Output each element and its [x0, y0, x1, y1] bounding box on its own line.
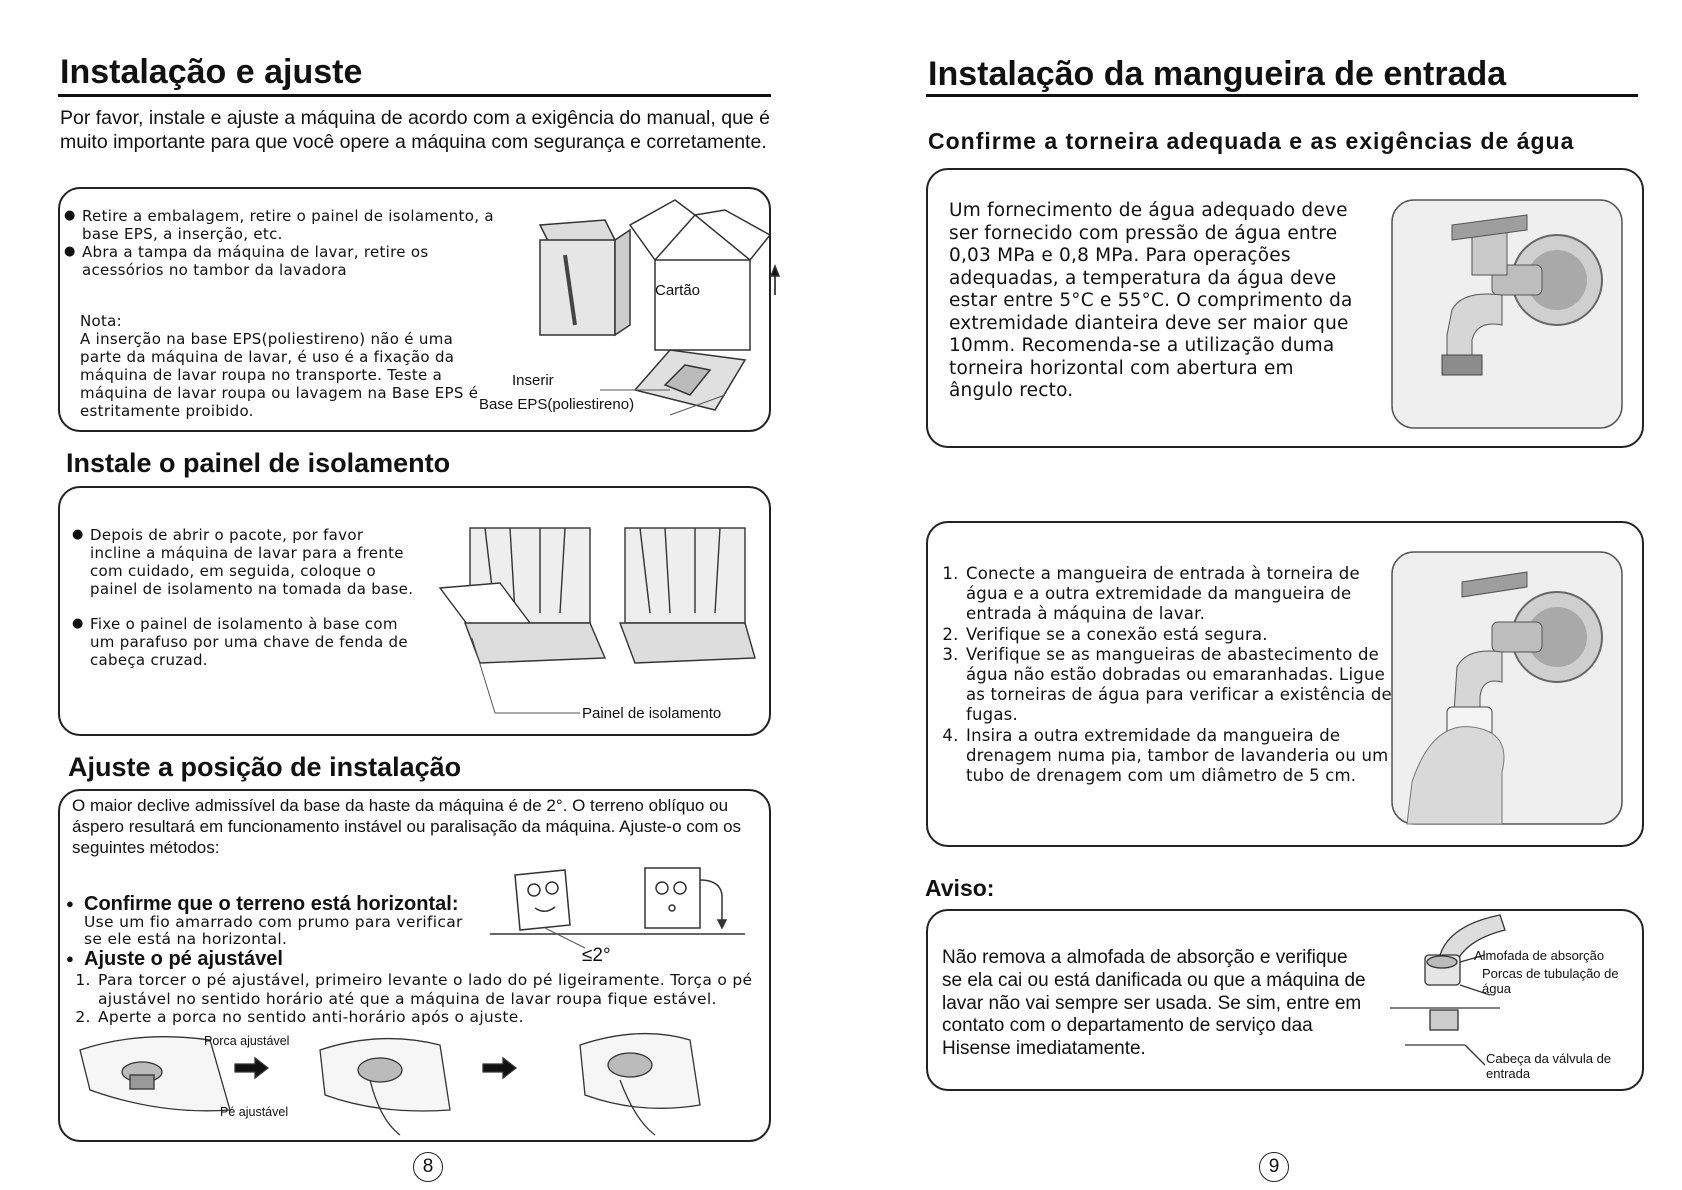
angle-label: ≤2°: [582, 945, 611, 966]
adjust-title: ● Ajuste o pé ajustável: [66, 948, 486, 970]
confirm-title: ● Confirme que o terreno está horizontal:: [66, 894, 486, 914]
unpack-bullet: ● Retire a embalagem, retire o painel de isolamento, a base EPS, a inserção, etc.: [64, 207, 494, 243]
foot-adjust-illustration: [80, 1020, 720, 1140]
warning-text: Não remova a almofada de absorção e verifique se ela cai ou está danificada ou que a máquina de lavar não vai sempre ser usada. Se sim, entre em contato com o departamento de serviço daa Hisense imediatamente.: [942, 947, 1366, 1060]
adjust-steps: [74, 971, 756, 1027]
pad-label: Almofada de absorção: [1474, 948, 1605, 963]
note-title: Nota:: [80, 312, 123, 330]
connection-step: 4. Insira a outra extremidade da mangueira de drenagem numa pia, tambor de lavanderia ou um tubo de drenagem com um diâmetro de 5 cm.: [964, 726, 1404, 787]
insulation-panel-label: Painel de isolamento: [582, 705, 722, 722]
page-title-left: Instalação e ajuste: [60, 53, 363, 91]
carton-label: Cartão: [655, 282, 701, 299]
connection-step: 3. Verifique se as mangueiras de abastecimento de água não estão dobradas ou emaranhadas. Ligue as torneiras de água para verificar a existência de fugas.: [964, 645, 1404, 726]
adjust-step: 1. Para torcer o pé ajustável, primeiro levante o lado do pé ligeiramente. Torça o pé ajustável no sentido horário até que a máquina de lavar roupa fique estável.: [96, 971, 756, 1008]
faucet-photo: [1392, 200, 1622, 428]
position-intro: O maior declive admissível da base da haste da máquina é de 2°. O terreno oblíquo ou áspero resultará em funcionamento instável ou paralisação da máquina. Ajuste-o com os seguintes métodos:: [72, 796, 742, 857]
unpack-note: [80, 312, 480, 420]
confirm-block: [66, 894, 486, 970]
page-number-left: 8: [413, 1152, 443, 1182]
intro-text: Por favor, instale e ajuste a máquina de acordo com a exigência do manual, que é muito importante para que você opere a máquina com segurança e corretamente.: [60, 107, 771, 153]
insert-label: Inserir: [512, 372, 554, 389]
confirm-text: Use um fio amarrado com prumo para verificar se ele está na horizontal.: [84, 913, 463, 948]
connection-steps: [942, 564, 1404, 786]
valve-label: Cabeça da válvula de entrada: [1486, 1051, 1612, 1081]
level-illustration: [490, 860, 760, 940]
unpack-bullets: [64, 207, 494, 279]
pipe-nut-label: Porcas de tubulação de água: [1482, 966, 1619, 996]
panel-section-title: Instale o painel de isolamento: [66, 448, 451, 478]
nut-label: Porca ajustável: [204, 1034, 290, 1048]
foot-label: Pé ajustável: [220, 1105, 289, 1119]
page-number-right: 9: [1259, 1152, 1289, 1182]
connection-step: 2. Verifique se a conexão está segura.: [964, 625, 1404, 645]
title-underline: [926, 94, 1638, 97]
page-title-right: Instalação da mangueira de entrada: [928, 55, 1507, 93]
water-text: Um fornecimento de água adequado deve ser fornecido com pressão de água entre 0,03 MPa e 0,8 MPa. Para operações adequadas, a temperatura da água deve estar entre 5°C e 55°C. O comprimento da extremidade dianteira deve ser maior que 10mm. Recomenda-se a utilização duma torneira horizontal com abertura em ângulo recto.: [949, 200, 1353, 401]
subtitle: Confirme a torneira adequada e as exigências de água: [928, 128, 1575, 154]
eps-base-label: Base EPS(poliestireno): [479, 396, 635, 413]
position-section-title: Ajuste a posição de instalação: [68, 752, 462, 782]
unpack-bullet: ● Abra a tampa da máquina de lavar, retire os acessórios no tambor da lavadora: [64, 243, 494, 279]
panel-bullet: ● Depois de abrir o pacote, por favor incline a máquina de lavar para a frente com cuidado, em seguida, coloque o painel de isolamento na tomada da base.: [72, 526, 417, 598]
unpack-illustration: [470, 200, 780, 425]
warning-title: Aviso:: [925, 875, 995, 901]
connection-step: 1. Conecte a mangueira de entrada à torneira de água e a outra extremidade da mangueira de entrada à máquina de lavar.: [964, 564, 1404, 625]
adjust-step: 2. Aperte a porca no sentido anti-horário após o ajuste.: [96, 1008, 756, 1027]
title-underline: [58, 94, 771, 97]
panel-bullet: ● Fixe o painel de isolamento à base com um parafuso por uma chave de fenda de cabeça cruzad.: [72, 615, 417, 669]
hose-connection-photo: [1392, 552, 1622, 824]
note-text: A inserção na base EPS(poliestireno) não é uma parte da máquina de lavar, é uso é a fixação da máquina de lavar roupa no transporte. Teste a máquina de lavar roupa ou lavagem na Base EPS é estritamente proibido.: [80, 330, 479, 420]
panel-illustration: [440, 528, 770, 718]
panel-bullets: [72, 526, 417, 669]
